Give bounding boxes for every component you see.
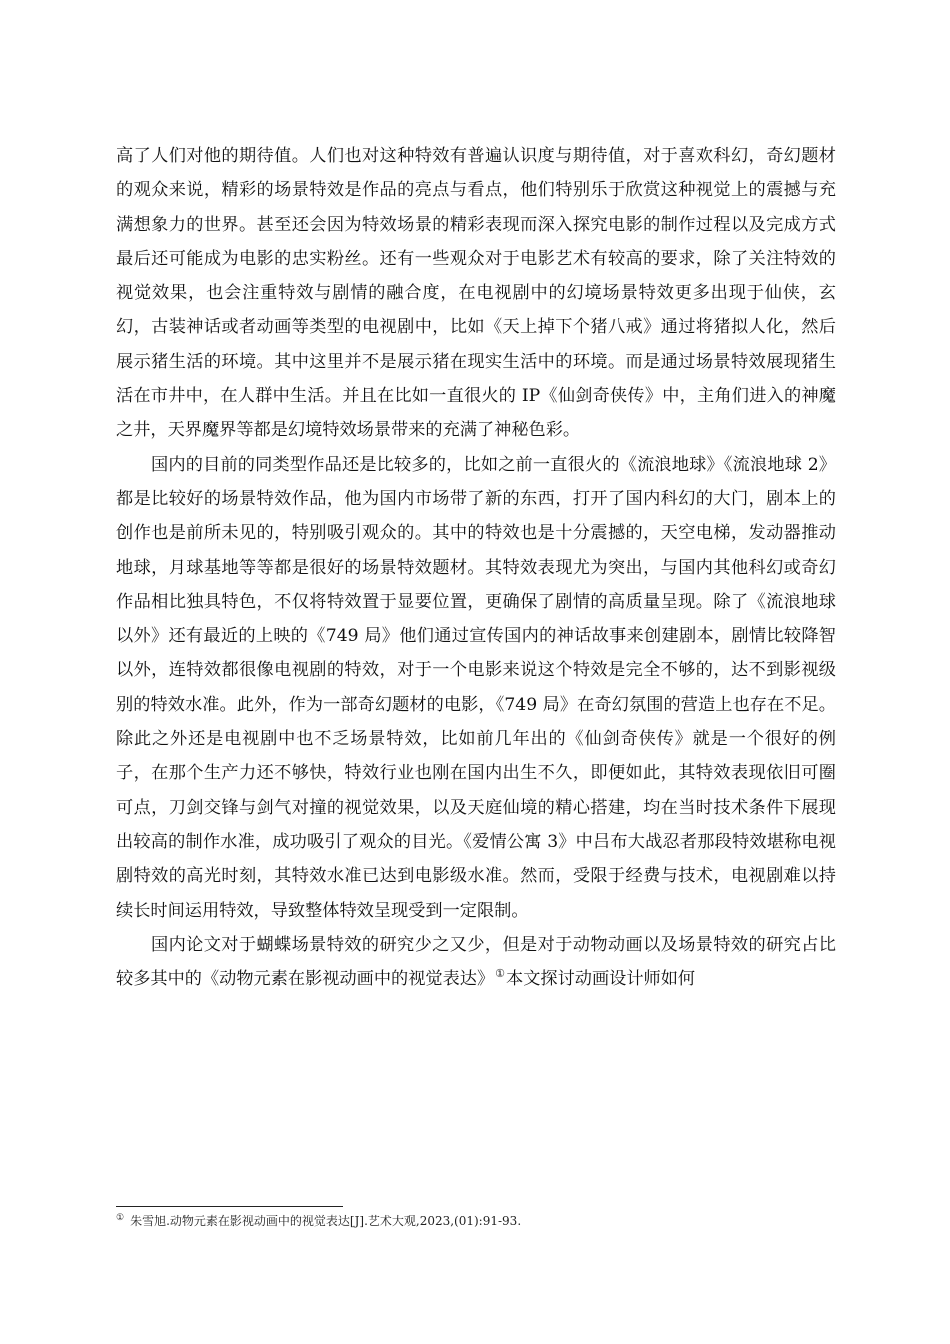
paragraph-literature-review-text: 国内论文对于蝴蝶场景特效的研究少之又少，但是对于动物动画以及场景特效的研究占比较多其中的《动物元素在影视动画中的视觉表达》 [116,934,836,990]
paragraph-continuation: 高了人们对他的期待值。人们也对这种特效有普遍认识度与期待值，对于喜欢科幻，奇幻题材的观众来说，精彩的场景特效是作品的亮点与看点，他们特别乐于欣赏这种视觉上的震撼与充满想象力的世界。甚至还会因为特效场景的精彩表现而深入探究电影的制作过程以及完成方式最后还可能成为电影的忠实粉丝。还有一些观众对于电影艺术有较高的要求，除了关注特效的视觉效果，也会注重特效与剧情的融合度，在电视剧中的幻境场景特效更多出现于仙侠，玄幻，古装神话或者动画等类型的电视剧中，比如《天上掉下个猪八戒》通过将猪拟人化，然后展示猪生活的环境。其中这里并不是展示猪在现实生活中的环境。而是通过场景特效展现猪生活在市井中，在人群中生活。并且在比如一直很火的 IP《仙剑奇侠传》中，主角们进入的神魔之井，天界魔界等都是幻境特效场景带来的充满了神秘色彩。 [116,146,836,441]
paragraph-literature-review-tail: 本文探讨动画设计师如何 [506,969,696,990]
footnote-divider [116,1206,343,1207]
footnote-marker: ① [116,1213,125,1223]
paragraph-domestic-works: 国内的目前的同类型作品还是比较多的，比如之前一直很火的《流浪地球》《流浪地球 2》都是比较好的场景特效作品，他为国内市场带了新的东西，打开了国内科幻的大门，剧本上的创作也是前所未见的，特别吸引观众的。其中的特效也是十分震撼的，天空电梯，发动器推动地球，月球基地等等都是很好的场景特效题材。其特效表现尤为突出，与国内其他科幻或奇幻作品相比独具特色，不仅将特效置于显要位置，更确保了剧情的高质量呈现。除了《流浪地球以外》还有最近的上映的《749 局》他们通过宣传国内的神话故事来创建剧本，剧情比较降智以外，连特效都很像电视剧的特效，对于一个电影来说这个特效是完全不够的，达不到影视级别的特效水准。此外，作为一部奇幻题材的电影，《749 局》在奇幻氛围的营造上也存在不足。除此之外还是电视剧中也不乏场景特效，比如前几年出的《仙剑奇侠传》就是一个很好的例子，在那个生产力还不够快，特效行业也刚在国内出生不久，即便如此，其特效表现依旧可圈可点，刀剑交锋与剑气对撞的视觉效果，以及天庭仙境的精心搭建，均在当时技术条件下展现出较高的制作水准，成功吸引了观众的目光。《爱情公寓 3》中吕布大战忍者那段特效堪称电视剧特效的高光时刻，其特效水准已达到电影级水准。然而，受限于经费与技术，电视剧难以持续长时间运用特效，导致整体特效呈现受到一定限制。 [116,454,836,921]
footnote-reference-marker[interactable]: ① [495,967,506,981]
footnote [116,1212,836,1230]
paragraph-literature-review [116,928,836,997]
footnote-text: 朱雪旭.动物元素在影视动画中的视觉表达[J].艺术大观,2023,(01):91-93. [130,1214,522,1228]
body-text [116,139,836,996]
